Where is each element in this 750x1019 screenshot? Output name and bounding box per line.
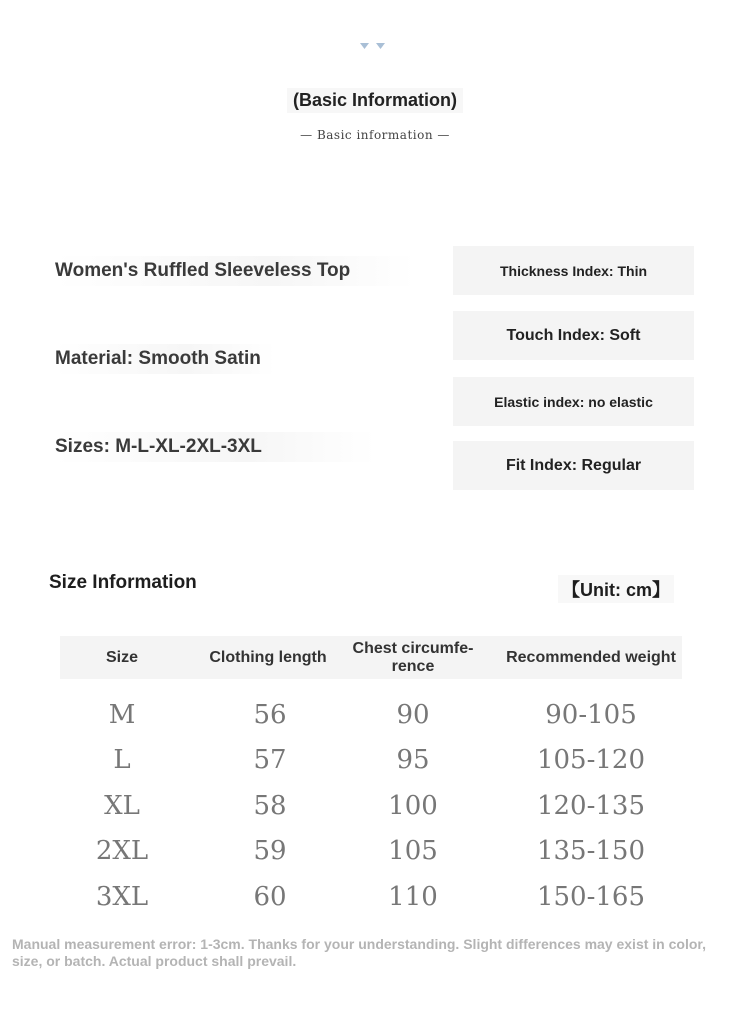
cell-length: 60 bbox=[253, 881, 287, 912]
section-subtitle: — Basic information — bbox=[300, 128, 450, 142]
elastic-index: Elastic index: no elastic bbox=[453, 377, 694, 426]
cell-length: 56 bbox=[253, 699, 287, 730]
cell-chest: 90 bbox=[396, 699, 430, 730]
double-chevron-down-icon bbox=[360, 41, 390, 51]
cell-chest: 105 bbox=[388, 836, 438, 867]
table-row bbox=[60, 874, 682, 920]
cell-weight: 120-135 bbox=[536, 790, 646, 821]
table-row bbox=[60, 829, 682, 875]
cell-size: M bbox=[108, 699, 136, 730]
header-chest-circumference: Chest circumfe- rence bbox=[352, 639, 474, 675]
header-size: Size bbox=[105, 648, 138, 666]
touch-index: Touch Index: Soft bbox=[453, 311, 694, 360]
section-title-text: (Basic Information) bbox=[287, 88, 463, 113]
header-clothing-length: Clothing length bbox=[209, 648, 327, 666]
product-name: Women's Ruffled Sleeveless Top bbox=[55, 256, 415, 286]
cell-size: XL bbox=[104, 790, 140, 821]
measurement-note: Manual measurement error: 1-3cm. Thanks for your understanding. Slight differences may exist in color, size, or batch. Actual product shall prevail. bbox=[12, 936, 706, 969]
size-table-header bbox=[60, 636, 682, 679]
cell-length: 57 bbox=[253, 745, 287, 776]
cell-chest: 110 bbox=[388, 881, 438, 912]
fit-index: Fit Index: Regular bbox=[453, 441, 694, 490]
size-information-heading: Size Information bbox=[49, 572, 197, 593]
table-row bbox=[60, 692, 682, 738]
thickness-index: Thickness Index: Thin bbox=[453, 246, 694, 295]
cell-length: 58 bbox=[253, 790, 287, 821]
unit-label: 【Unit: cm】 bbox=[558, 575, 674, 603]
product-sizes: Sizes: M-L-XL-2XL-3XL bbox=[55, 432, 375, 462]
cell-chest: 95 bbox=[396, 745, 430, 776]
cell-weight: 150-165 bbox=[536, 881, 646, 912]
cell-weight: 105-120 bbox=[536, 745, 646, 776]
cell-chest: 100 bbox=[388, 790, 438, 821]
cell-size: 3XL bbox=[95, 881, 149, 912]
table-row bbox=[60, 783, 682, 829]
header-recommended-weight: Recommended weight bbox=[506, 648, 676, 666]
table-row bbox=[60, 738, 682, 784]
cell-size: 2XL bbox=[95, 836, 149, 867]
cell-weight: 90-105 bbox=[545, 699, 637, 730]
section-title bbox=[0, 88, 750, 113]
cell-weight: 135-150 bbox=[536, 836, 646, 867]
size-table-body bbox=[60, 692, 682, 920]
cell-size: L bbox=[113, 745, 131, 776]
product-material: Material: Smooth Satin bbox=[55, 344, 275, 374]
cell-length: 59 bbox=[253, 836, 287, 867]
